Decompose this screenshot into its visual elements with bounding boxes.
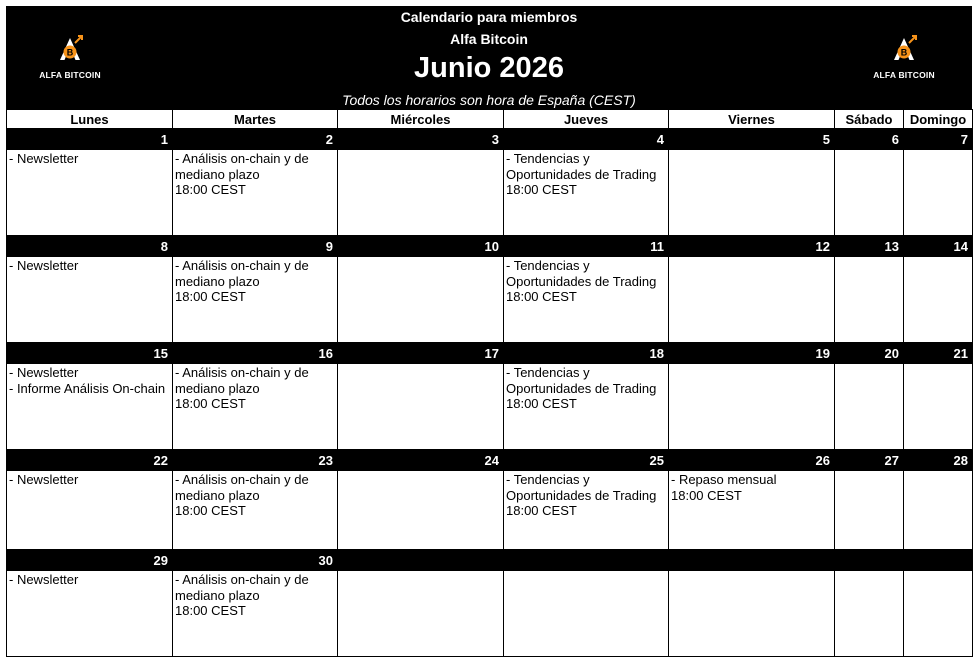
day-number: 30 [173,550,338,571]
day-number: 28 [904,450,973,471]
weekday-header-row [7,110,973,129]
day-cell[interactable] [338,257,504,343]
day-cell[interactable] [7,471,173,550]
event-entry: - Newsletter [9,472,79,487]
event-entry: 18:00 CEST [175,503,246,518]
day-cell[interactable] [669,471,835,550]
day-cell[interactable] [669,257,835,343]
day-number: 18 [504,343,669,364]
event-entry: - Análisis on-chain y de mediano plazo [175,472,309,503]
day-number: 8 [7,236,173,257]
event-entry: 18:00 CEST [175,289,246,304]
day-number: 21 [904,343,973,364]
weekday-header: Lunes [7,110,173,129]
day-cell[interactable] [7,150,173,236]
weekday-header: Sábado [835,110,904,129]
day-cell[interactable] [173,364,338,450]
day-cell[interactable] [669,364,835,450]
event-entry: 18:00 CEST [506,182,577,197]
weekday-header: Domingo [904,110,973,129]
day-number: 19 [669,343,835,364]
week-day-number-row [7,450,973,471]
weekday-header: Jueves [504,110,669,129]
week-events-row [7,150,973,236]
week-events-row [7,471,973,550]
week-day-number-row [7,129,973,150]
day-number: 14 [904,236,973,257]
day-number: 20 [835,343,904,364]
day-cell[interactable] [338,571,504,657]
week-day-number-row [7,550,973,571]
day-cell[interactable] [835,571,904,657]
event-entry: 18:00 CEST [175,182,246,197]
event-entry: - Newsletter [9,258,79,273]
day-number [669,550,835,571]
logo-text: ALFA BITCOIN [873,70,935,80]
alfa-bitcoin-logo [869,34,939,82]
day-cell[interactable] [173,150,338,236]
day-cell[interactable] [835,471,904,550]
day-cell[interactable] [835,364,904,450]
header-subtitle: Alfa Bitcoin [450,31,528,47]
day-cell[interactable] [504,571,669,657]
weekday-header: Viernes [669,110,835,129]
day-number: 26 [669,450,835,471]
day-number: 4 [504,129,669,150]
day-cell[interactable] [504,150,669,236]
event-entry: - Análisis on-chain y de mediano plazo [175,365,309,396]
day-cell[interactable] [904,257,973,343]
day-number: 11 [504,236,669,257]
event-entry: - Análisis on-chain y de mediano plazo [175,572,309,603]
day-cell[interactable] [7,571,173,657]
day-cell[interactable] [504,471,669,550]
day-number [904,550,973,571]
week-day-number-row [7,236,973,257]
week-events-row [7,364,973,450]
day-number [835,550,904,571]
day-number: 10 [338,236,504,257]
event-entry: 18:00 CEST [506,396,577,411]
day-number: 1 [7,129,173,150]
header-title: Calendario para miembros [400,9,578,25]
logo-text: ALFA BITCOIN [39,70,101,80]
event-entry: - Repaso mensual [671,472,777,487]
day-number: 9 [173,236,338,257]
event-entry: - Tendencias y Oportunidades de Trading [506,365,657,396]
day-number: 12 [669,236,835,257]
day-cell[interactable] [835,150,904,236]
day-cell[interactable] [338,150,504,236]
event-entry: - Newsletter [9,151,79,166]
day-number: 7 [904,129,973,150]
day-number: 5 [669,129,835,150]
day-number: 27 [835,450,904,471]
svg-text:B: B [66,47,74,58]
week-events-row [7,257,973,343]
weekday-header: Miércoles [338,110,504,129]
day-cell[interactable] [173,471,338,550]
svg-text:B: B [900,47,908,58]
day-cell[interactable] [669,150,835,236]
week-day-number-row [7,343,973,364]
day-cell[interactable] [7,257,173,343]
month-title: Junio 2026 [414,52,564,84]
day-cell[interactable] [338,364,504,450]
day-number: 3 [338,129,504,150]
day-number: 24 [338,450,504,471]
event-entry: 18:00 CEST [175,603,246,618]
day-number: 23 [173,450,338,471]
event-entry: - Tendencias y Oportunidades de Trading [506,472,657,503]
day-number [504,550,669,571]
week-events-row [7,571,973,657]
event-entry: - Informe Análisis On-chain [9,380,166,396]
day-cell[interactable] [835,257,904,343]
event-entry: - Tendencias y Oportunidades de Trading [506,151,657,182]
day-cell[interactable] [173,571,338,657]
day-number: 6 [835,129,904,150]
event-entry: - Análisis on-chain y de mediano plazo [175,258,309,289]
day-cell[interactable] [669,571,835,657]
event-entry: - Newsletter [9,572,79,587]
day-number: 15 [7,343,173,364]
day-number: 25 [504,450,669,471]
timezone-note: Todos los horarios son hora de España (CEST) [342,92,636,108]
calendar-header [6,6,972,109]
day-number: 2 [173,129,338,150]
day-cell[interactable] [173,257,338,343]
day-cell[interactable] [904,150,973,236]
day-number: 17 [338,343,504,364]
day-cell[interactable] [904,471,973,550]
day-cell[interactable] [904,364,973,450]
day-number [338,550,504,571]
day-cell[interactable] [904,571,973,657]
event-entry: - Análisis on-chain y de mediano plazo [175,151,309,182]
day-number: 16 [173,343,338,364]
day-cell[interactable] [504,364,669,450]
day-cell[interactable] [338,471,504,550]
day-cell[interactable] [504,257,669,343]
day-number: 13 [835,236,904,257]
day-number: 22 [7,450,173,471]
day-cell[interactable] [7,364,173,450]
event-entry: 18:00 CEST [506,289,577,304]
event-entry: 18:00 CEST [671,487,742,503]
calendar-sheet [6,6,972,660]
calendar-grid [6,109,973,657]
weekday-header: Martes [173,110,338,129]
day-number: 29 [7,550,173,571]
event-entry: - Newsletter [9,365,79,380]
event-entry: - Tendencias y Oportunidades de Trading [506,258,657,289]
event-entry: 18:00 CEST [175,396,246,411]
bitcoin-logo-icon [889,34,919,64]
event-entry: 18:00 CEST [506,503,577,518]
